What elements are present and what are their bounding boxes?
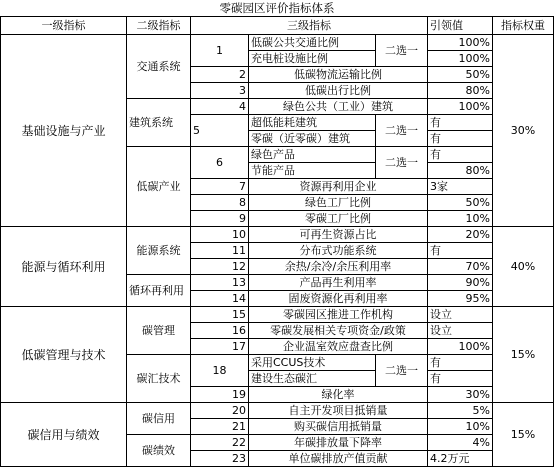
- subcategory-cell: 碳绩效: [127, 435, 191, 467]
- index-name: 节能产品: [249, 163, 376, 179]
- index-number: 18: [191, 355, 249, 387]
- subcategory-cell: 碳信用: [127, 403, 191, 435]
- index-number: 9: [191, 211, 249, 227]
- table-row: [1, 403, 554, 419]
- index-name: 分布式功能系统: [249, 243, 428, 259]
- table-row: [1, 307, 554, 323]
- index-number: 7: [191, 179, 249, 195]
- guide-value: 10%: [428, 419, 493, 435]
- weight-cell: 15%: [493, 403, 554, 467]
- index-name: 固废资源化再利用率: [249, 291, 428, 307]
- index-name: 自主开发项目抵销量: [249, 403, 428, 419]
- guide-value: 有: [428, 371, 493, 387]
- header-guide-value: 引领值: [428, 17, 493, 35]
- category-cell: 低碳管理与技术: [1, 307, 127, 403]
- guide-value: 有: [428, 131, 493, 147]
- index-number: 8: [191, 195, 249, 211]
- index-number: 21: [191, 419, 249, 435]
- guide-value: 100%: [428, 99, 493, 115]
- index-number: 1: [191, 35, 249, 67]
- header-weight: 指标权重: [493, 17, 554, 35]
- index-name: 余热/余冷/余压利用率: [249, 259, 428, 275]
- header-level2: 二级指标: [127, 17, 191, 35]
- index-number: 4: [191, 99, 249, 115]
- index-number: 5: [191, 115, 249, 147]
- guide-value: 有: [428, 147, 493, 163]
- guide-value: 10%: [428, 211, 493, 227]
- category-cell: 基础设施与产业: [1, 35, 127, 227]
- index-name: 绿色公共（工业）建筑: [249, 99, 428, 115]
- index-number: 17: [191, 339, 249, 355]
- guide-value: 4.2万元: [428, 451, 493, 467]
- guide-value: 80%: [428, 163, 493, 179]
- index-name: 绿色工厂比例: [249, 195, 428, 211]
- index-number: 11: [191, 243, 249, 259]
- guide-value: 30%: [428, 387, 493, 403]
- guide-value: 50%: [428, 195, 493, 211]
- alternative-label: 二选一: [376, 115, 428, 147]
- table-row: [1, 227, 554, 243]
- index-name: 采用CCUS技术: [249, 355, 376, 371]
- subcategory-cell: 碳管理: [127, 307, 191, 355]
- guide-value: 100%: [428, 51, 493, 67]
- index-number: 19: [191, 387, 249, 403]
- guide-value: 4%: [428, 435, 493, 451]
- header-level3: 三级指标: [191, 17, 428, 35]
- index-name: 购买碳信用抵销量: [249, 419, 428, 435]
- alternative-label: 二选一: [376, 147, 428, 179]
- category-cell: 碳信用与绩效: [1, 403, 127, 467]
- index-name: 超低能耗建筑: [249, 115, 376, 131]
- index-name: 企业温室效应盘查比例: [249, 339, 428, 355]
- index-number: 15: [191, 307, 249, 323]
- index-name: 低碳出行比例: [249, 83, 428, 99]
- guide-value: 有: [428, 355, 493, 371]
- index-name: 建设生态碳汇: [249, 371, 376, 387]
- index-number: 12: [191, 259, 249, 275]
- index-number: 20: [191, 403, 249, 419]
- index-name: 零碳发展相关专项资金/政策: [249, 323, 428, 339]
- subcategory-cell: 循环再利用: [127, 275, 191, 307]
- subcategory-cell: 交通系统: [127, 35, 191, 99]
- guide-value: 3家: [428, 179, 493, 195]
- index-number: 16: [191, 323, 249, 339]
- index-number: 14: [191, 291, 249, 307]
- guide-value: 50%: [428, 67, 493, 83]
- guide-value: 有: [428, 115, 493, 131]
- index-name: 资源再利用企业: [249, 179, 428, 195]
- index-number: 6: [191, 147, 249, 179]
- index-number: 3: [191, 83, 249, 99]
- guide-value: 设立: [428, 307, 493, 323]
- index-number: 23: [191, 451, 249, 467]
- table-row: [1, 35, 554, 51]
- index-number: 2: [191, 67, 249, 83]
- index-name: 低碳公共交通比例: [249, 35, 376, 51]
- index-name: 可再生资源占比: [249, 227, 428, 243]
- table-title: 零碳园区评价指标体系: [219, 1, 335, 15]
- subcategory-cell: 能源系统: [127, 227, 191, 275]
- index-name: 低碳物流运输比例: [249, 67, 428, 83]
- index-name: 零碳园区推进工作机构: [249, 307, 428, 323]
- subcategory-cell: 低碳产业: [127, 147, 191, 227]
- guide-value: 设立: [428, 323, 493, 339]
- guide-value: 20%: [428, 227, 493, 243]
- index-name: 年碳排放量下降率: [249, 435, 428, 451]
- index-number: 10: [191, 227, 249, 243]
- index-name: 绿色产品: [249, 147, 376, 163]
- category-cell: 能源与循环利用: [1, 227, 127, 307]
- index-name: 单位碳排放产值贡献: [249, 451, 428, 467]
- index-name: 零碳工厂比例: [249, 211, 428, 227]
- guide-value: 90%: [428, 275, 493, 291]
- index-number: 22: [191, 435, 249, 451]
- weight-cell: 40%: [493, 227, 554, 307]
- weight-cell: 30%: [493, 35, 554, 227]
- guide-value: 有: [428, 243, 493, 259]
- guide-value: 80%: [428, 83, 493, 99]
- guide-value: 100%: [428, 35, 493, 51]
- weight-cell: 15%: [493, 307, 554, 403]
- subcategory-cell: 建筑系统: [127, 99, 191, 147]
- index-name: 充电桩设施比例: [249, 51, 376, 67]
- guide-value: 100%: [428, 339, 493, 355]
- header-level1: 一级指标: [1, 17, 127, 35]
- index-name: 产品再生利用率: [249, 275, 428, 291]
- alternative-label: 二选一: [376, 35, 428, 67]
- guide-value: 70%: [428, 259, 493, 275]
- subcategory-cell: 碳汇技术: [127, 355, 191, 403]
- guide-value: 95%: [428, 291, 493, 307]
- guide-value: 5%: [428, 403, 493, 419]
- index-name: 零碳（近零碳）建筑: [249, 131, 376, 147]
- index-number: 13: [191, 275, 249, 291]
- index-name: 绿化率: [249, 387, 428, 403]
- alternative-label: 二选一: [376, 355, 428, 387]
